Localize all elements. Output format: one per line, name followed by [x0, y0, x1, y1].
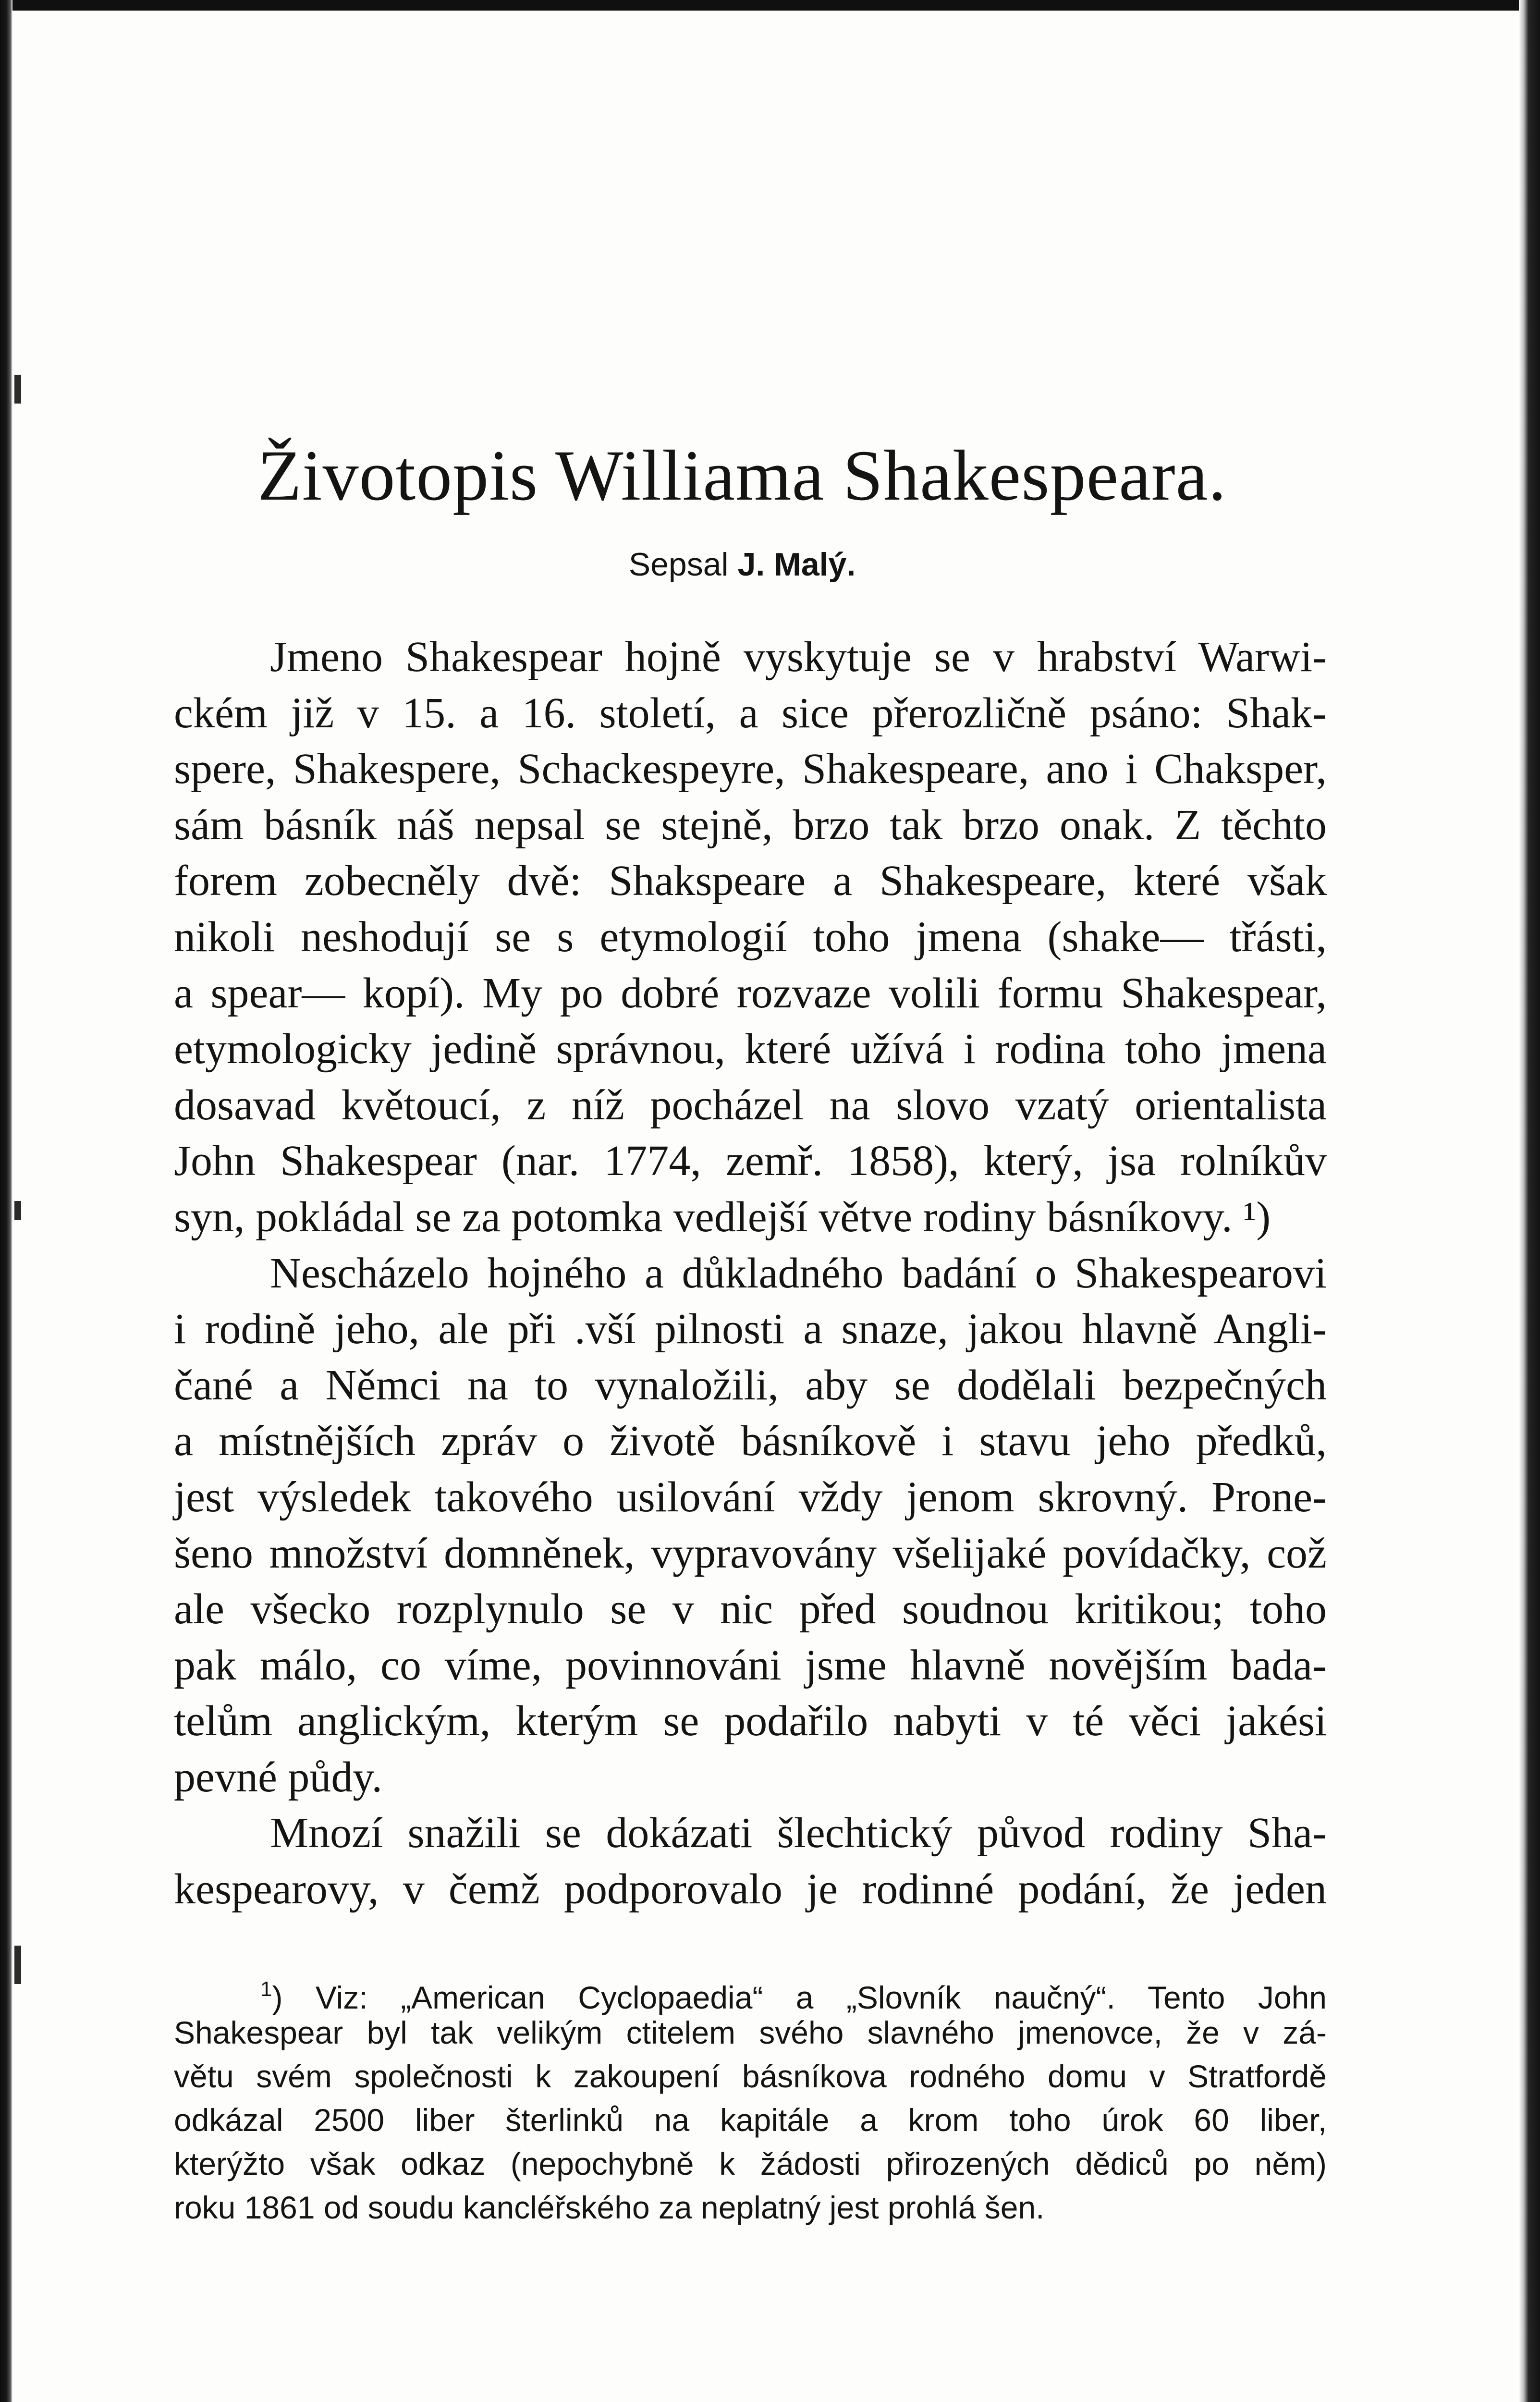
- text-line: forem zobecněly dvě: Shakspeare a Shakespeare, které však: [174, 857, 1327, 905]
- scan-border-right: [1519, 0, 1540, 2402]
- footnote-line: kterýžto však odkaz (nepochybně k žádosti přirozených dědiců po něm): [174, 2146, 1327, 2181]
- text-line: ale všecko rozplynulo se v nic před soudnou kritikou; toho: [174, 1585, 1327, 1633]
- footnote-text: ) Viz: „American Cyclopaedia“ a „Slovník naučný“. Tento John: [272, 1980, 1327, 2015]
- text-line: dosavad květoucí, z níž pocházel na slovo vzatý orientalista: [174, 1081, 1327, 1129]
- footnote-line: Shakespear byl tak velikým ctitelem svého slavného jmenovce, že v zá-: [174, 2015, 1327, 2050]
- text-line: a místnějších zpráv o životě básníkově i stavu jeho předků,: [174, 1417, 1327, 1465]
- text-line: Nescházelo hojného a důkladného badání o Shakespearovi: [270, 1249, 1327, 1297]
- footnote-marker: 1: [260, 1977, 272, 2001]
- scan-binding-mark: [14, 1946, 21, 1984]
- text-line: a spear— kopí). My po dobré rozvaze volili formu Shakespear,: [174, 969, 1327, 1017]
- byline: [173, 543, 1311, 586]
- text-line: pak málo, co víme, povinnováni jsme hlavně novějším bada-: [174, 1641, 1327, 1689]
- text-line: nikoli neshodují se s etymologií toho jmena (shake— třásti,: [174, 913, 1327, 961]
- scan-binding-mark: [14, 375, 21, 404]
- footnote-line: větu svém společnosti k zakoupení básníkova rodného domu v Stratfordě: [174, 2059, 1327, 2094]
- scan-border-top: [0, 0, 1540, 11]
- text-line: i rodině jeho, ale při .vší pilnosti a snaze, jakou hlavně Angli-: [174, 1305, 1327, 1353]
- scan-border-left: [0, 0, 12, 2402]
- byline-author: J. Malý.: [737, 546, 856, 583]
- scan-binding-mark: [14, 1201, 21, 1220]
- text-line: čané a Němci na to vynaložili, aby se dodělali bezpečných: [174, 1361, 1327, 1409]
- text-line: John Shakespear (nar. 1774, zemř. 1858), který, jsa rolníkův: [174, 1137, 1327, 1185]
- byline-prefix: Sepsal: [628, 546, 729, 583]
- text-line: Jmeno Shakespear hojně vyskytuje se v hrabství Warwi-: [270, 633, 1327, 681]
- text-line: kespearovy, v čemž podporovalo je rodinné podání, že jeden: [174, 1865, 1327, 1913]
- page-title: Životopis Williama Shakespeara.: [257, 436, 1227, 515]
- text-line: syn, pokládal se za potomka vedlejší větve rodiny básníkovy. ¹): [174, 1193, 1271, 1241]
- text-line: etymologicky jedině správnou, které užívá i rodina toho jmena: [174, 1025, 1327, 1073]
- body-text: [174, 629, 1327, 1918]
- text-line: ckém již v 15. a 16. století, a sice přerozličně psáno: Shak-: [174, 689, 1327, 737]
- text-line: jest výsledek takového usilování vždy jenom skrovný. Prone-: [174, 1473, 1327, 1521]
- text-line: Mnozí snažili se dokázati šlechtický původ rodiny Sha-: [270, 1809, 1327, 1857]
- text-line: spere, Shakespere, Schackespeyre, Shakespeare, ano i Chaksper,: [174, 745, 1327, 793]
- footnote: [174, 1967, 1327, 2230]
- text-line: sám básník náš nepsal se stejně, brzo tak brzo onak. Z těchto: [174, 801, 1327, 849]
- text-line: pevné půdy.: [174, 1753, 383, 1801]
- footnote-line: [174, 1967, 1327, 2015]
- footnote-line: roku 1861 od soudu kancléřského za neplatný jest prohlá šen.: [174, 2190, 1045, 2225]
- footnote-line: odkázal 2500 liber šterlinků na kapitále a krom toho úrok 60 liber,: [174, 2102, 1327, 2138]
- text-line: šeno množství domněnek, vypravovány všelijaké povídačky, což: [174, 1529, 1327, 1577]
- text-line: telům anglickým, kterým se podařilo nabyti v té věci jakési: [174, 1697, 1327, 1745]
